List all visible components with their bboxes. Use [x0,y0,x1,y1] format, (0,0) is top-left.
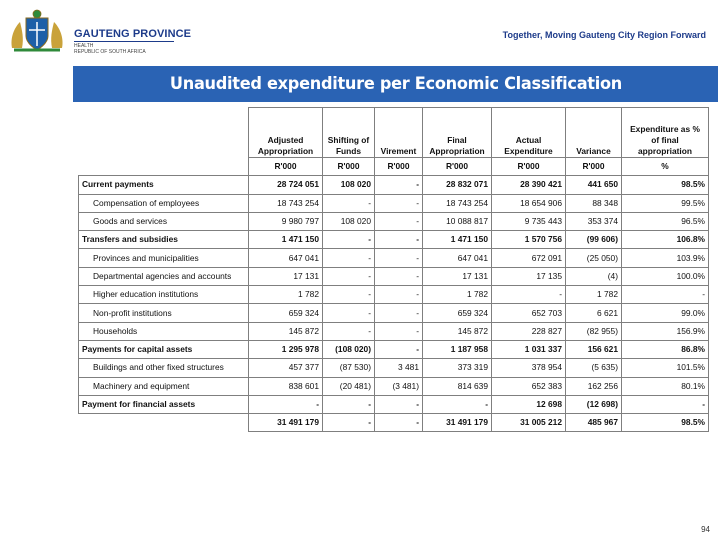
cell: 162 256 [566,377,622,395]
cell: 1 782 [566,286,622,304]
row-label: Payment for financial assets [79,395,249,413]
cell: 1 187 958 [423,340,492,358]
tagline: Together, Moving Gauteng City Region Forward [502,30,706,40]
cell: - [323,395,375,413]
cell: 672 091 [492,249,566,267]
cell: - [323,304,375,322]
cell: 28 832 071 [423,176,492,194]
unit-cell: R'000 [323,158,375,176]
row-label: Current payments [79,176,249,194]
cell: 96.5% [622,212,709,230]
cell: 353 374 [566,212,622,230]
cell: - [375,267,423,285]
total-blank-cell [79,414,249,432]
row-label: Transfers and subsidies [79,231,249,249]
cell: - [375,304,423,322]
cell: 647 041 [423,249,492,267]
cell: 28 390 421 [492,176,566,194]
cell: - [375,340,423,358]
row-label: Machinery and equipment [79,377,249,395]
org-block [74,28,191,55]
cell: 17 135 [492,267,566,285]
units-row [79,158,709,176]
row-label: Compensation of employees [79,194,249,212]
total-row [79,414,709,432]
cell: - [323,322,375,340]
cell: - [622,286,709,304]
row-label: Non-profit institutions [79,304,249,322]
cell: - [323,286,375,304]
col-header: Shifting of Funds [323,108,375,158]
table-row [79,194,709,212]
cell: (82 955) [566,322,622,340]
table-row [79,267,709,285]
cell: - [375,286,423,304]
cell: 108 020 [323,176,375,194]
unit-cell: R'000 [566,158,622,176]
cell: 228 827 [492,322,566,340]
cell: 103.9% [622,249,709,267]
cell: 86.8% [622,340,709,358]
cell: 100.0% [622,267,709,285]
cell: 99.5% [622,194,709,212]
org-department: HEALTH [74,43,94,49]
table-row [79,249,709,267]
cell: (20 481) [323,377,375,395]
org-divider [74,41,174,42]
cell: 156.9% [622,322,709,340]
unit-cell: % [622,158,709,176]
cell: 1 570 756 [492,231,566,249]
table-row [79,340,709,358]
cell: 145 872 [423,322,492,340]
cell: - [423,395,492,413]
cell: 378 954 [492,359,566,377]
col-header: Variance [566,108,622,158]
cell: - [375,322,423,340]
table-row [79,176,709,194]
unit-cell: R'000 [492,158,566,176]
cell: 1 031 337 [492,340,566,358]
cell: 18 743 254 [423,194,492,212]
total-cell: 31 491 179 [423,414,492,432]
org-country: REPUBLIC OF SOUTH AFRICA [74,49,146,55]
table-row [79,395,709,413]
cell: 12 698 [492,395,566,413]
total-cell: 98.5% [622,414,709,432]
cell: 3 481 [375,359,423,377]
cell: 838 601 [249,377,323,395]
cell: 156 621 [566,340,622,358]
total-cell: - [323,414,375,432]
unit-cell: R'000 [375,158,423,176]
cell: (12 698) [566,395,622,413]
row-label: Payments for capital assets [79,340,249,358]
cell: 659 324 [249,304,323,322]
row-label: Goods and services [79,212,249,230]
cell: - [249,395,323,413]
total-cell: 31 491 179 [249,414,323,432]
page-number: 94 [701,525,710,534]
table-row [79,286,709,304]
cell: - [323,231,375,249]
row-label: Households [79,322,249,340]
total-cell: 485 967 [566,414,622,432]
cell: 80.1% [622,377,709,395]
cell: - [323,267,375,285]
cell: 652 383 [492,377,566,395]
total-cell: - [375,414,423,432]
table-row [79,359,709,377]
cell: (3 481) [375,377,423,395]
row-label: Higher education institutions [79,286,249,304]
col-header: Final Appropriation [423,108,492,158]
cell: 108 020 [323,212,375,230]
cell: - [375,212,423,230]
col-header: Virement [375,108,423,158]
cell: - [375,231,423,249]
cell: 17 131 [249,267,323,285]
cell: (5 635) [566,359,622,377]
cell: 652 703 [492,304,566,322]
table-row [79,322,709,340]
cell: 18 654 906 [492,194,566,212]
cell: (99 606) [566,231,622,249]
table-row [79,377,709,395]
expenditure-table-wrapper [78,107,709,432]
cell: - [375,395,423,413]
col-header: Adjusted Appropriation [249,108,323,158]
cell: 88 348 [566,194,622,212]
cell: (108 020) [323,340,375,358]
slide-title-banner [73,66,718,102]
cell: 17 131 [423,267,492,285]
table-row [79,231,709,249]
cell: (25 050) [566,249,622,267]
unit-cell: R'000 [423,158,492,176]
row-label: Buildings and other fixed structures [79,359,249,377]
cell: 659 324 [423,304,492,322]
cell: - [375,176,423,194]
cell: 9 735 443 [492,212,566,230]
cell: 1 471 150 [423,231,492,249]
cell: (4) [566,267,622,285]
col-header: Expenditure as % of final appropriation [622,108,709,158]
cell: 9 980 797 [249,212,323,230]
cell: 1 471 150 [249,231,323,249]
cell: 1 782 [423,286,492,304]
cell: 145 872 [249,322,323,340]
cell: 106.8% [622,231,709,249]
row-label: Departmental agencies and accounts [79,267,249,285]
cell: 441 650 [566,176,622,194]
cell: 98.5% [622,176,709,194]
cell: 99.0% [622,304,709,322]
cell: 28 724 051 [249,176,323,194]
cell: - [323,249,375,267]
row-label: Provinces and municipalities [79,249,249,267]
cell: 647 041 [249,249,323,267]
col-header: Actual Expenditure [492,108,566,158]
cell: - [375,194,423,212]
cell: - [492,286,566,304]
cell: - [622,395,709,413]
header-row [79,108,709,158]
cell: 10 088 817 [423,212,492,230]
cell: 6 621 [566,304,622,322]
org-title: GAUTENG PROVINCE [74,28,192,40]
table-row [79,212,709,230]
cell: 18 743 254 [249,194,323,212]
header-blank-cell [79,108,249,158]
units-blank-cell [79,158,249,176]
table-row [79,304,709,322]
expenditure-table [78,107,709,432]
cell: 814 639 [423,377,492,395]
cell: (87 530) [323,359,375,377]
coat-of-arms-icon [6,8,68,54]
unit-cell: R'000 [249,158,323,176]
cell: - [323,194,375,212]
slide-title: Unaudited expenditure per Economic Classification [169,74,622,94]
cell: 1 295 978 [249,340,323,358]
cell: - [375,249,423,267]
cell: 373 319 [423,359,492,377]
cell: 457 377 [249,359,323,377]
total-cell: 31 005 212 [492,414,566,432]
cell: 101.5% [622,359,709,377]
cell: 1 782 [249,286,323,304]
